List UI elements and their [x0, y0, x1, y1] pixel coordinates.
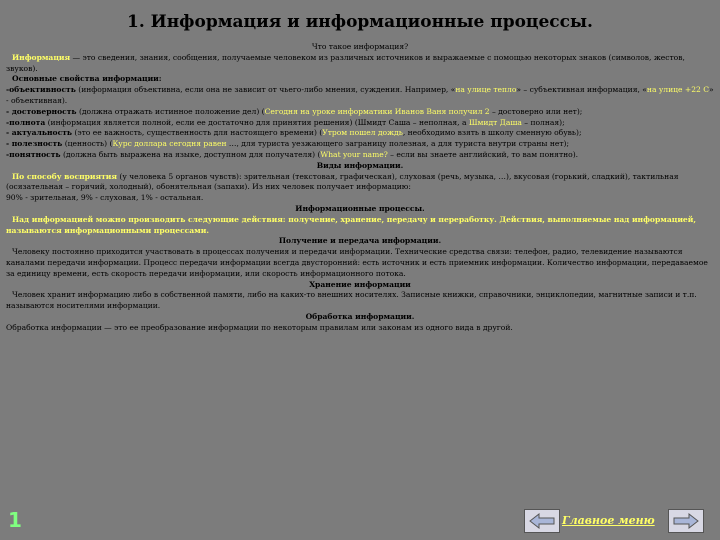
- types-text: (у человека 5 органов чувств): зрительная (текстовая, графическая), слуховая (речь, музыка, …), вкусовая (горький, сладкий), тактильная (осязательная – горячий, холодный), обонятельная (запахи). Из них человек получает информацию:: [6, 171, 679, 192]
- prop-clarity: [6, 150, 714, 161]
- page-title: 1. Информация и информационные процессы.: [127, 12, 593, 32]
- prop-usefulness: [6, 139, 714, 150]
- prop-term: -понятность: [6, 149, 61, 159]
- prop-text: (это ее важность, существенность для настоящего времени) (: [72, 128, 323, 138]
- handle-heading: Обработка информации.: [305, 311, 415, 321]
- prop-relevance: [6, 128, 714, 139]
- heading-what: Что такое информация?: [311, 42, 409, 51]
- prop-text: (должна быть выражена на языке, доступном для получателя) (: [60, 149, 321, 159]
- recv-heading: Получение и передача информации.: [278, 236, 442, 246]
- prop-term: - полезность: [6, 139, 63, 149]
- prop-text: (информация объективна, если она не зависит от чьего-либо мнения, суждения. Например, «: [75, 85, 456, 95]
- def-term: Информация: [12, 52, 71, 62]
- types-term: По способу восприятия: [12, 171, 117, 181]
- definition-paragraph: [6, 53, 714, 75]
- prop-term: - актуальность: [6, 128, 73, 138]
- prop-text: (должна отражать истинное положение дел) (: [76, 106, 265, 116]
- handle-text: Обработка информации — это ее преобразование информации по некоторым правилам или законам из одного вида в другой.: [6, 322, 513, 332]
- prop-text: (ценность) (: [62, 139, 113, 149]
- types-stats: 90% - зрительная, 9% - слуховая, 1% - остальная.: [6, 193, 204, 203]
- prop-text: …, для туриста уезжающего заграницу полезная, а для туриста внутри страны нет);: [226, 139, 570, 149]
- prop-highlight: What your name?: [320, 149, 388, 159]
- proc-heading: Информационные процессы.: [295, 203, 425, 213]
- prop-objectivity: [6, 85, 714, 107]
- props-heading: Основные свойства информации:: [12, 74, 162, 84]
- prop-highlight: Шмидт Даша: [468, 117, 522, 127]
- prop-reliability: [6, 107, 714, 118]
- main-menu-link[interactable]: Главное меню: [562, 514, 655, 527]
- prop-highlight: Сегодня на уроке информатики Иванов Ваня получил 2: [264, 106, 490, 116]
- prop-highlight: на улице +22 С: [646, 85, 710, 95]
- prop-text: – достоверно или нет);: [489, 106, 583, 116]
- types-paragraph: [6, 172, 714, 194]
- store-heading: Хранение информации: [309, 279, 411, 289]
- prop-text: , необходимо взять в школу сменную обувь);: [402, 128, 582, 138]
- prop-term: - достоверность: [6, 106, 77, 116]
- types-heading: Виды информации.: [316, 160, 404, 170]
- recv-text: Человеку постоянно приходится участвовать в процессах получения и передачи информации. Технические средства связи: телефон, радио, телевидение называются каналами передачи информации. Процесс передачи информации всегда двусторонний: есть источник и есть приемник информации. Количество информации, передаваемое за единицу времени, есть скорость передачи информации, или скорость информационного потока.: [6, 247, 708, 278]
- prop-text: » - объективная).: [6, 85, 714, 105]
- arrow-right-icon: [673, 513, 699, 529]
- prop-text: – полная);: [521, 117, 565, 127]
- prop-text: » – субъективная информация, «: [516, 85, 647, 95]
- prop-highlight: Утром пошел дождь: [322, 128, 403, 138]
- prev-button[interactable]: [524, 509, 560, 533]
- store-text: Человек хранит информацию либо в собственной памяти, либо на каких-то внешних носителях. Записные книжки, справочники, энциклопедии, магнитные записи и т.п. называются носителями информации.: [6, 290, 697, 311]
- prop-highlight: на улице тепло: [455, 85, 517, 95]
- proc-text: Над информацией можно производить следующие действия: получение, хранение, передачу и переработку. Действия, выполняемые над информацией, называются информационными процессами.: [6, 214, 696, 235]
- prop-completeness: [6, 118, 714, 129]
- next-button[interactable]: [668, 509, 704, 533]
- prop-highlight: Курс доллара сегодня равен: [112, 139, 227, 149]
- prop-term: -полнота: [6, 117, 46, 127]
- def-text: — это сведения, знания, сообщения, получаемые человеком из различных источников и выражаемые с помощью некоторых знаков (символов, жестов, звуков).: [6, 52, 685, 73]
- arrow-left-icon: [529, 513, 555, 529]
- prop-text: (информация является полной, если ее достаточно для принятия решения) (Шмидт Саша – неполная, а: [45, 117, 469, 127]
- content-body: [6, 42, 714, 334]
- page-number: 1: [8, 508, 22, 532]
- prop-text: – если вы знаете английский, то вам понятно).: [387, 149, 579, 159]
- prop-term: -объективность: [6, 85, 76, 95]
